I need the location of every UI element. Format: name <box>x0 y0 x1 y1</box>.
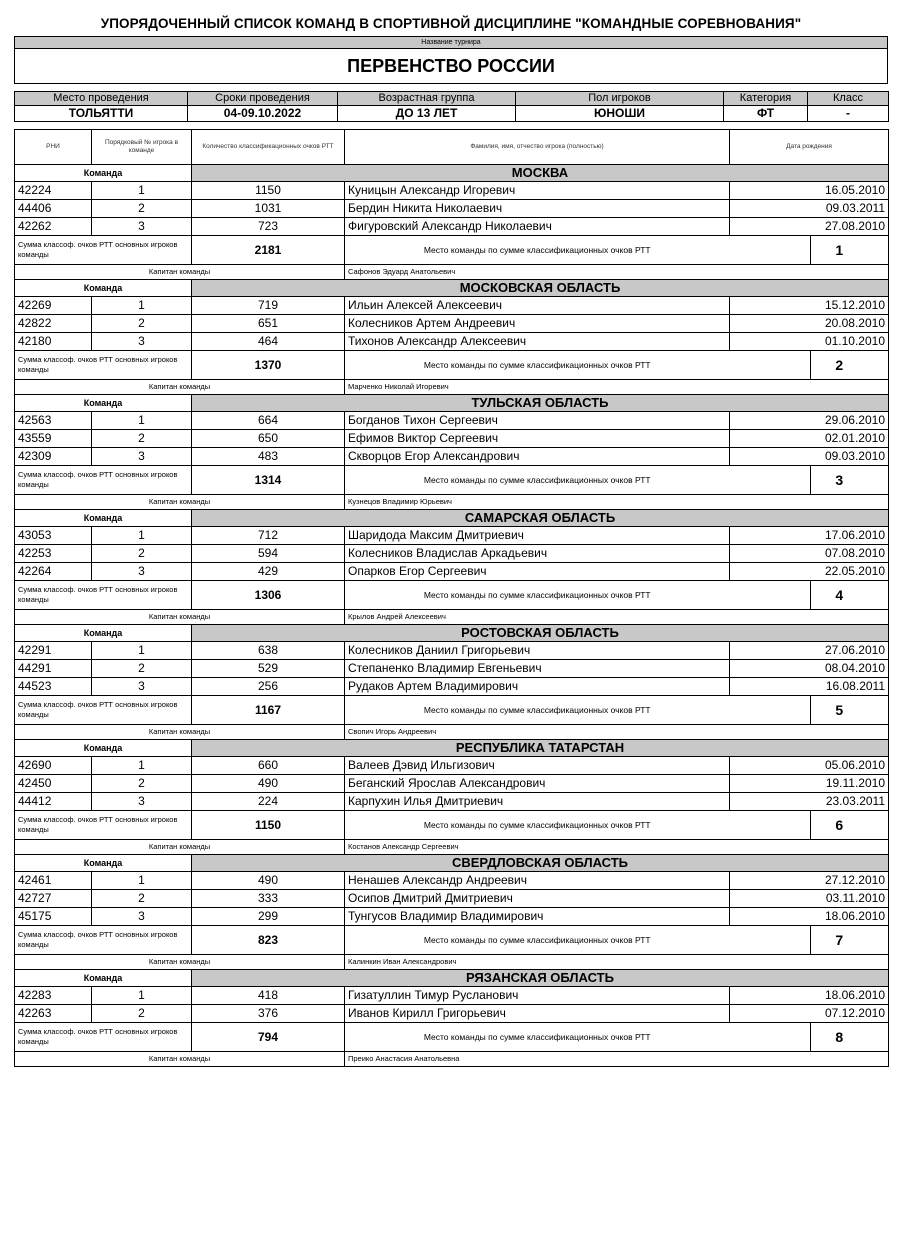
player-row <box>15 448 889 466</box>
captain-label: Капитан команды <box>15 725 345 740</box>
player-birth-date: 20.08.2010 <box>730 315 889 333</box>
player-birth-date: 23.03.2011 <box>730 793 889 811</box>
player-full-name: Колесников Владислав Аркадьевич <box>345 545 730 563</box>
column-header-player-number: Порядковый № игрока в команде <box>92 130 192 165</box>
team-place-value: 1 <box>810 236 867 264</box>
player-full-name: Степаненко Владимир Евгеньевич <box>345 660 730 678</box>
player-row <box>15 757 889 775</box>
player-row <box>15 563 889 581</box>
player-rni: 44523 <box>15 678 92 696</box>
team-place-value: 4 <box>810 581 867 609</box>
player-number: 1 <box>92 527 192 545</box>
player-number: 1 <box>92 987 192 1005</box>
team-summary-row <box>15 581 889 610</box>
info-class: - <box>808 106 889 122</box>
info-header-venue: Место проведения <box>15 92 188 106</box>
team-place-value: 5 <box>810 696 867 724</box>
player-row <box>15 430 889 448</box>
team-label: Команда <box>15 740 192 757</box>
player-birth-date: 16.05.2010 <box>730 182 889 200</box>
team-name: СВЕРДЛОВСКАЯ ОБЛАСТЬ <box>192 855 889 872</box>
team-label: Команда <box>15 395 192 412</box>
player-rni: 42309 <box>15 448 92 466</box>
player-rni: 42224 <box>15 182 92 200</box>
player-number: 1 <box>92 297 192 315</box>
team-place <box>730 696 889 725</box>
sum-points-label: Сумма классоф. очков РТТ основных игроков команды <box>15 351 192 380</box>
player-full-name: Тунгусов Владимир Владимирович <box>345 908 730 926</box>
player-birth-date: 19.11.2010 <box>730 775 889 793</box>
player-number: 3 <box>92 563 192 581</box>
player-points: 299 <box>192 908 345 926</box>
team-label: Команда <box>15 625 192 642</box>
team-sum-points: 794 <box>192 1023 345 1052</box>
team-place-value: 6 <box>810 811 867 839</box>
player-full-name: Гизатуллин Тимур Русланович <box>345 987 730 1005</box>
player-birth-date: 18.06.2010 <box>730 987 889 1005</box>
player-rni: 45175 <box>15 908 92 926</box>
player-points: 429 <box>192 563 345 581</box>
team-place <box>730 351 889 380</box>
player-birth-date: 27.08.2010 <box>730 218 889 236</box>
column-header-full-name: Фамилия, имя, отчество игрока (полностью) <box>345 130 730 165</box>
player-points: 650 <box>192 430 345 448</box>
player-birth-date: 05.06.2010 <box>730 757 889 775</box>
player-points: 594 <box>192 545 345 563</box>
player-rni: 42253 <box>15 545 92 563</box>
player-full-name: Осипов Дмитрий Дмитриевич <box>345 890 730 908</box>
team-place-value: 7 <box>810 926 867 954</box>
player-rni: 42563 <box>15 412 92 430</box>
player-rni: 43053 <box>15 527 92 545</box>
team-place-value: 8 <box>810 1023 867 1051</box>
info-gender: ЮНОШИ <box>516 106 724 122</box>
captain-label: Капитан команды <box>15 840 345 855</box>
team-captain: Марченко Николай Игоревич <box>345 380 889 395</box>
info-table <box>14 91 889 122</box>
player-full-name: Иванов Кирилл Григорьевич <box>345 1005 730 1023</box>
sum-points-label: Сумма классоф. очков РТТ основных игроков команды <box>15 236 192 265</box>
info-category: ФТ <box>724 106 808 122</box>
player-full-name: Тихонов Александр Алексеевич <box>345 333 730 351</box>
sum-points-label: Сумма классоф. очков РТТ основных игроков команды <box>15 466 192 495</box>
team-header-row <box>15 625 889 642</box>
player-row <box>15 527 889 545</box>
player-full-name: Бердин Никита Николаевич <box>345 200 730 218</box>
player-full-name: Ефимов Виктор Сергеевич <box>345 430 730 448</box>
player-points: 224 <box>192 793 345 811</box>
player-birth-date: 03.11.2010 <box>730 890 889 908</box>
player-points: 660 <box>192 757 345 775</box>
player-row <box>15 545 889 563</box>
player-points: 529 <box>192 660 345 678</box>
team-header-row <box>15 395 889 412</box>
captain-label: Капитан команды <box>15 955 345 970</box>
player-row <box>15 412 889 430</box>
player-rni: 43559 <box>15 430 92 448</box>
player-birth-date: 29.06.2010 <box>730 412 889 430</box>
team-captain: Кузнецов Владимир Юрьевич <box>345 495 889 510</box>
captain-label: Капитан команды <box>15 1052 345 1067</box>
team-sum-points: 1306 <box>192 581 345 610</box>
team-name: ТУЛЬСКАЯ ОБЛАСТЬ <box>192 395 889 412</box>
player-row <box>15 642 889 660</box>
player-birth-date: 09.03.2010 <box>730 448 889 466</box>
team-place-label: Место команды по сумме классификационных очков РТТ <box>345 1023 730 1052</box>
player-number: 2 <box>92 1005 192 1023</box>
player-rni: 42291 <box>15 642 92 660</box>
player-rni: 44406 <box>15 200 92 218</box>
player-full-name: Колесников Даниил Григорьевич <box>345 642 730 660</box>
player-points: 256 <box>192 678 345 696</box>
tournament-name: ПЕРВЕНСТВО РОССИИ <box>15 49 888 84</box>
team-header-row <box>15 280 889 297</box>
team-name: МОСКОВСКАЯ ОБЛАСТЬ <box>192 280 889 297</box>
team-captain-row <box>15 955 889 970</box>
player-rni: 42262 <box>15 218 92 236</box>
document-title: УПОРЯДОЧЕННЫЙ СПИСОК КОМАНД В СПОРТИВНОЙ ДИСЦИПЛИНЕ "КОМАНДНЫЕ СОРЕВНОВАНИЯ" <box>100 16 802 31</box>
player-number: 3 <box>92 908 192 926</box>
team-place <box>730 811 889 840</box>
sum-points-label: Сумма классоф. очков РТТ основных игроков команды <box>15 811 192 840</box>
team-place-value: 2 <box>810 351 867 379</box>
sum-points-label: Сумма классоф. очков РТТ основных игроков команды <box>15 581 192 610</box>
player-birth-date: 08.04.2010 <box>730 660 889 678</box>
player-points: 483 <box>192 448 345 466</box>
team-captain: Костанов Александр Сергеевич <box>345 840 889 855</box>
player-number: 2 <box>92 200 192 218</box>
team-header-row <box>15 855 889 872</box>
info-header-gender: Пол игроков <box>516 92 724 106</box>
player-number: 1 <box>92 182 192 200</box>
player-birth-date: 27.12.2010 <box>730 872 889 890</box>
team-name: РЕСПУБЛИКА ТАТАРСТАН <box>192 740 889 757</box>
player-full-name: Ильин Алексей Алексеевич <box>345 297 730 315</box>
player-full-name: Ненашев Александр Андреевич <box>345 872 730 890</box>
player-row <box>15 775 889 793</box>
player-full-name: Опарков Егор Сергеевич <box>345 563 730 581</box>
player-points: 464 <box>192 333 345 351</box>
team-label: Команда <box>15 510 192 527</box>
team-label: Команда <box>15 970 192 987</box>
player-number: 3 <box>92 333 192 351</box>
player-birth-date: 15.12.2010 <box>730 297 889 315</box>
player-rni: 42461 <box>15 872 92 890</box>
column-header-rni: РНИ <box>15 130 92 165</box>
player-points: 651 <box>192 315 345 333</box>
tournament-table <box>14 36 888 84</box>
player-number: 2 <box>92 545 192 563</box>
team-label: Команда <box>15 280 192 297</box>
player-birth-date: 07.12.2010 <box>730 1005 889 1023</box>
team-summary-row <box>15 236 889 265</box>
info-header-class: Класс <box>808 92 889 106</box>
player-birth-date: 22.05.2010 <box>730 563 889 581</box>
player-rni: 42269 <box>15 297 92 315</box>
team-sum-points: 1167 <box>192 696 345 725</box>
player-row <box>15 793 889 811</box>
team-header-row <box>15 165 889 182</box>
player-points: 723 <box>192 218 345 236</box>
team-captain-row <box>15 610 889 625</box>
info-header-category: Категория <box>724 92 808 106</box>
team-label: Команда <box>15 165 192 182</box>
player-points: 376 <box>192 1005 345 1023</box>
player-row <box>15 333 889 351</box>
player-full-name: Рудаков Артем Владимирович <box>345 678 730 696</box>
team-sum-points: 1314 <box>192 466 345 495</box>
team-summary-row <box>15 696 889 725</box>
team-summary-row <box>15 811 889 840</box>
team-name: РОСТОВСКАЯ ОБЛАСТЬ <box>192 625 889 642</box>
player-birth-date: 16.08.2011 <box>730 678 889 696</box>
team-captain-row <box>15 1052 889 1067</box>
player-full-name: Карпухин Илья Дмитриевич <box>345 793 730 811</box>
player-row <box>15 660 889 678</box>
info-venue: ТОЛЬЯТТИ <box>15 106 188 122</box>
document-page <box>14 12 888 1067</box>
player-number: 2 <box>92 775 192 793</box>
team-place <box>730 581 889 610</box>
team-captain-row <box>15 265 889 280</box>
player-birth-date: 02.01.2010 <box>730 430 889 448</box>
player-rni: 42264 <box>15 563 92 581</box>
team-place-label: Место команды по сумме классификационных очков РТТ <box>345 466 730 495</box>
player-row <box>15 218 889 236</box>
player-rni: 44412 <box>15 793 92 811</box>
team-place <box>730 466 889 495</box>
info-dates: 04-09.10.2022 <box>188 106 338 122</box>
player-birth-date: 18.06.2010 <box>730 908 889 926</box>
team-place-label: Место команды по сумме классификационных очков РТТ <box>345 926 730 955</box>
player-points: 333 <box>192 890 345 908</box>
player-number: 3 <box>92 793 192 811</box>
player-points: 719 <box>192 297 345 315</box>
sum-points-label: Сумма классоф. очков РТТ основных игроков команды <box>15 696 192 725</box>
team-place <box>730 1023 889 1052</box>
team-name: РЯЗАНСКАЯ ОБЛАСТЬ <box>192 970 889 987</box>
captain-label: Капитан команды <box>15 265 345 280</box>
player-row <box>15 315 889 333</box>
team-place-label: Место команды по сумме классификационных очков РТТ <box>345 581 730 610</box>
team-summary-row <box>15 351 889 380</box>
player-birth-date: 27.06.2010 <box>730 642 889 660</box>
player-birth-date: 01.10.2010 <box>730 333 889 351</box>
player-rni: 44291 <box>15 660 92 678</box>
tournament-caption: Название турнира <box>15 37 888 49</box>
player-number: 3 <box>92 678 192 696</box>
team-header-row <box>15 510 889 527</box>
player-number: 3 <box>92 448 192 466</box>
player-points: 1031 <box>192 200 345 218</box>
team-place-label: Место команды по сумме классификационных очков РТТ <box>345 351 730 380</box>
player-row <box>15 182 889 200</box>
player-points: 638 <box>192 642 345 660</box>
team-sum-points: 1150 <box>192 811 345 840</box>
team-name: САМАРСКАЯ ОБЛАСТЬ <box>192 510 889 527</box>
team-captain-row <box>15 495 889 510</box>
team-place-value: 3 <box>810 466 867 494</box>
player-points: 490 <box>192 872 345 890</box>
team-label: Команда <box>15 855 192 872</box>
team-summary-row <box>15 1023 889 1052</box>
player-row <box>15 890 889 908</box>
player-rni: 42822 <box>15 315 92 333</box>
team-header-row <box>15 970 889 987</box>
player-number: 1 <box>92 757 192 775</box>
team-captain: Калинкин Иван Александрович <box>345 955 889 970</box>
player-number: 2 <box>92 430 192 448</box>
player-number: 1 <box>92 642 192 660</box>
player-rni: 42450 <box>15 775 92 793</box>
player-number: 1 <box>92 412 192 430</box>
column-header-points: Количество классификационных очков РТТ <box>192 130 345 165</box>
sum-points-label: Сумма классоф. очков РТТ основных игроков команды <box>15 1023 192 1052</box>
player-points: 712 <box>192 527 345 545</box>
player-number: 2 <box>92 315 192 333</box>
player-number: 1 <box>92 872 192 890</box>
player-rni: 42263 <box>15 1005 92 1023</box>
teams-table <box>14 129 889 1067</box>
team-place-label: Место команды по сумме классификационных очков РТТ <box>345 696 730 725</box>
team-sum-points: 823 <box>192 926 345 955</box>
player-rni: 42180 <box>15 333 92 351</box>
player-full-name: Скворцов Егор Александрович <box>345 448 730 466</box>
player-full-name: Куницын Александр Игоревич <box>345 182 730 200</box>
sum-points-label: Сумма классоф. очков РТТ основных игроков команды <box>15 926 192 955</box>
player-birth-date: 09.03.2011 <box>730 200 889 218</box>
player-row <box>15 297 889 315</box>
team-header-row <box>15 740 889 757</box>
player-number: 2 <box>92 660 192 678</box>
captain-label: Капитан команды <box>15 495 345 510</box>
info-header-dates: Сроки проведения <box>188 92 338 106</box>
team-place <box>730 236 889 265</box>
player-row <box>15 200 889 218</box>
team-captain: Свопич Игорь Андреевич <box>345 725 889 740</box>
player-row <box>15 987 889 1005</box>
team-captain-row <box>15 725 889 740</box>
player-row <box>15 1005 889 1023</box>
column-header-birth-date: Дата рождения <box>730 130 889 165</box>
captain-label: Капитан команды <box>15 610 345 625</box>
team-summary-row <box>15 926 889 955</box>
player-full-name: Валеев Дэвид Ильгизович <box>345 757 730 775</box>
team-captain-row <box>15 840 889 855</box>
player-rni: 42690 <box>15 757 92 775</box>
player-full-name: Шаридода Максим Дмитриевич <box>345 527 730 545</box>
team-summary-row <box>15 466 889 495</box>
player-row <box>15 678 889 696</box>
player-full-name: Богданов Тихон Сергеевич <box>345 412 730 430</box>
player-rni: 42727 <box>15 890 92 908</box>
player-birth-date: 17.06.2010 <box>730 527 889 545</box>
team-place-label: Место команды по сумме классификационных очков РТТ <box>345 811 730 840</box>
player-points: 418 <box>192 987 345 1005</box>
player-row <box>15 908 889 926</box>
player-number: 3 <box>92 218 192 236</box>
player-full-name: Фигуровский Александр Николаевич <box>345 218 730 236</box>
team-place <box>730 926 889 955</box>
player-full-name: Колесников Артем Андреевич <box>345 315 730 333</box>
player-row <box>15 872 889 890</box>
team-sum-points: 1370 <box>192 351 345 380</box>
player-birth-date: 07.08.2010 <box>730 545 889 563</box>
player-points: 490 <box>192 775 345 793</box>
player-full-name: Беганский Ярослав Александрович <box>345 775 730 793</box>
team-name: МОСКВА <box>192 165 889 182</box>
team-sum-points: 2181 <box>192 236 345 265</box>
team-place-label: Место команды по сумме классификационных очков РТТ <box>345 236 730 265</box>
player-points: 1150 <box>192 182 345 200</box>
captain-label: Капитан команды <box>15 380 345 395</box>
info-age-group: ДО 13 ЛЕТ <box>338 106 516 122</box>
player-points: 664 <box>192 412 345 430</box>
team-captain-row <box>15 380 889 395</box>
team-captain: Сафонов Эдуард Анатольевич <box>345 265 889 280</box>
player-rni: 42283 <box>15 987 92 1005</box>
info-header-age-group: Возрастная группа <box>338 92 516 106</box>
player-number: 2 <box>92 890 192 908</box>
team-captain: Преико Анастасия Анатольевна <box>345 1052 889 1067</box>
team-captain: Крылов Андрей Алексеевич <box>345 610 889 625</box>
